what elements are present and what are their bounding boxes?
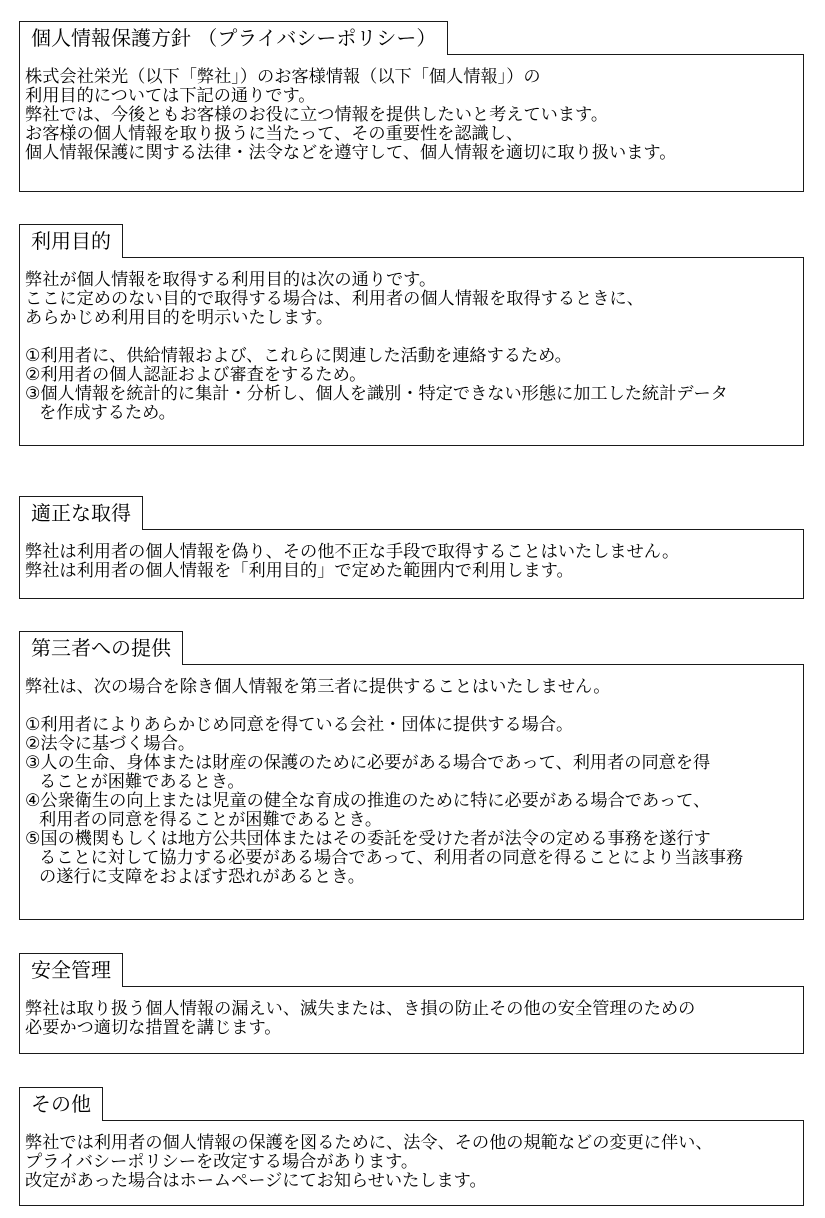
list-item: ③人の生命、身体または財産の保護のために必要がある場合であって、利用者の同意を得 [25, 753, 711, 773]
body-line: ここに定めのない目的で取得する場合は、利用者の個人情報を取得するときに、 [25, 289, 644, 309]
list-item: ②法令に基づく場合。 [25, 734, 196, 754]
section-security-management [19, 953, 804, 1054]
body-line: 弊社は取り扱う個人情報の漏えい、滅失または、き損の防止その他の安全管理のための [25, 999, 696, 1019]
list-item-continuation: の遂行に支障をおよぼす恐れがあるとき。 [39, 867, 365, 887]
section-privacy-policy [19, 21, 804, 192]
list-item: ①利用者によりあらかじめ同意を得ている会社・団体に提供する場合。 [25, 715, 574, 735]
paragraph-gap [25, 328, 803, 347]
section-title: 適正な取得 [19, 496, 143, 530]
list-item: ②利用者の個人認証および審査をするため。 [25, 365, 367, 385]
list-item: ③個人情報を統計的に集計・分析し、個人を識別・特定できない形態に加工した統計データ [25, 384, 728, 404]
body-line: 改定があった場合はホームページにてお知らせいたします。 [25, 1171, 487, 1191]
body-line: 弊社は利用者の個人情報を「利用目的」で定めた範囲内で利用します。 [25, 561, 574, 581]
body-line: 利用目的については下記の通りです。 [25, 86, 316, 106]
body-line: 弊社は、次の場合を除き個人情報を第三者に提供することはいたしません。 [25, 677, 611, 697]
section-other [19, 1087, 804, 1206]
section-proper-acquisition [19, 496, 804, 599]
list-item: ①利用者に、供給情報および、これらに関連した活動を連絡するため。 [25, 346, 572, 366]
section-third-party-provision [19, 631, 804, 920]
section-body [19, 257, 804, 446]
list-item: ④公衆衛生の向上または児童の健全な育成の推進のために特に必要がある場合であって、 [25, 791, 711, 811]
body-line: 弊社では利用者の個人情報の保護を図るために、法令、その他の規範などの変更に伴い、 [25, 1133, 713, 1153]
section-body [19, 986, 804, 1054]
list-item-continuation: ることが困難であるとき。 [39, 772, 245, 792]
body-line: 個人情報保護に関する法律・法令などを遵守して、個人情報を適切に取り扱います。 [25, 143, 677, 163]
section-title: 第三者への提供 [19, 631, 183, 665]
body-line: 弊社は利用者の個人情報を偽り、その他不正な手段で取得することはいたしません。 [25, 542, 680, 562]
body-line: 弊社では、今後ともお客様のお役に立つ情報を提供したいと考えています。 [25, 105, 609, 125]
list-item-continuation: を作成するため。 [39, 403, 176, 423]
body-line: 株式会社栄光（以下「弊社」）のお客様情報（以下「個人情報」）の [25, 67, 541, 87]
list-item-continuation: ることに対して協力する必要がある場合であって、利用者の同意を得ることにより当該事務 [39, 848, 744, 868]
body-line: 必要かつ適切な措置を講じます。 [25, 1018, 282, 1038]
section-body [19, 54, 804, 192]
list-item: ⑤国の機関もしくは地方公共団体またはその委託を受けた者が法令の定める事務を遂行す [25, 829, 711, 849]
body-line: プライバシーポリシーを改定する場合があります。 [25, 1152, 419, 1172]
section-purpose-of-use [19, 224, 804, 446]
list-item-continuation: 利用者の同意を得ることが困難であるとき。 [39, 810, 383, 830]
section-body [19, 664, 804, 920]
section-body [19, 529, 804, 599]
section-body [19, 1120, 804, 1206]
body-line: 弊社が個人情報を取得する利用目的は次の通りです。 [25, 270, 437, 290]
body-line: お客様の個人情報を取り扱うに当たって、その重要性を認識し、 [25, 124, 524, 144]
paragraph-gap [25, 697, 803, 716]
body-line: あらかじめ利用目的を明示いたします。 [25, 308, 334, 328]
section-title: 安全管理 [19, 953, 123, 987]
section-title: 利用目的 [19, 224, 123, 258]
section-title: その他 [19, 1087, 103, 1121]
section-title: 個人情報保護方針 （プライバシーポリシー） [19, 21, 448, 55]
